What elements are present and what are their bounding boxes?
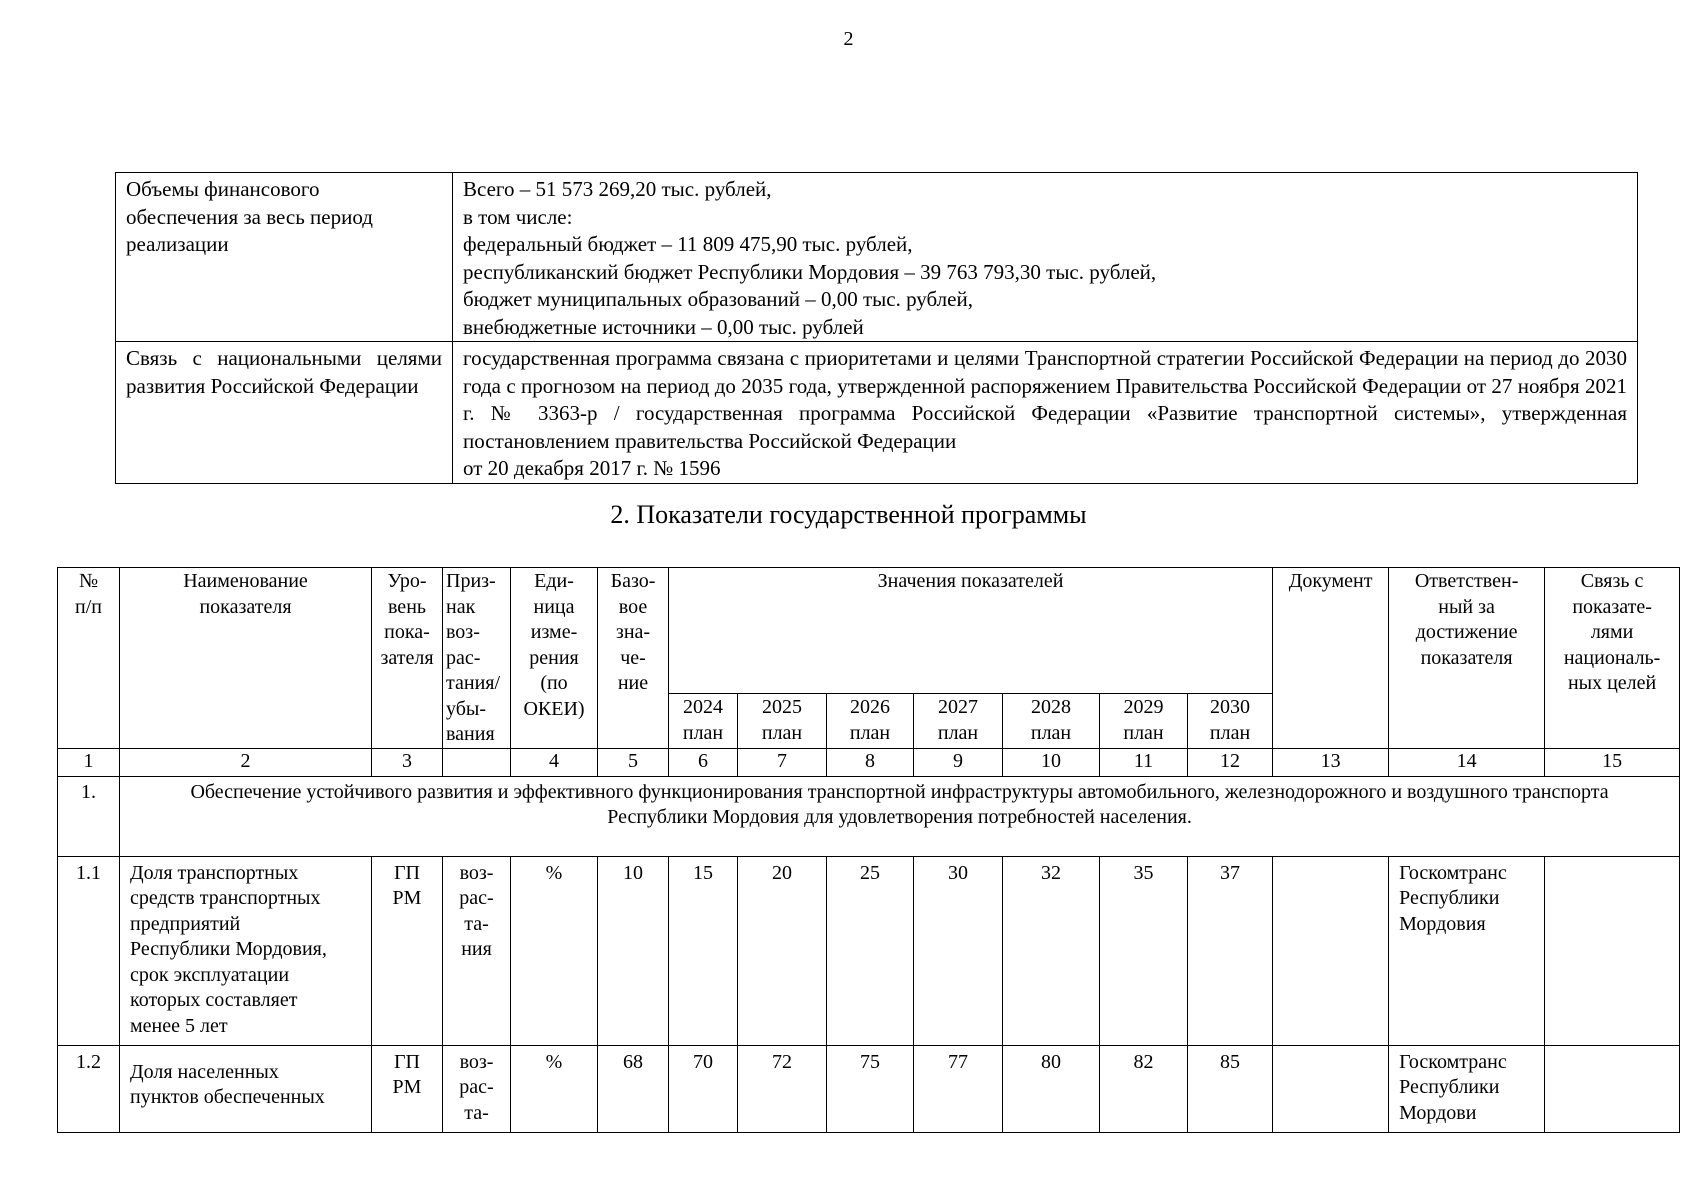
row-document: [1273, 856, 1389, 1045]
row-value-2030: 37: [1188, 856, 1273, 1045]
header-year-2028: 2028 план: [1003, 694, 1100, 749]
goal-text: Обеспечение устойчивого развития и эффективного функционирования транспортной инфраструктуры автомобильного, железнодорожного и воздушного транспорта Республики Мордовия для удовлетворения потребностей населения.: [120, 776, 1680, 856]
row-document: [1273, 1045, 1389, 1132]
header-level: Уро- вень пока- зателя: [372, 568, 443, 749]
row-responsible: Госкомтранс Республики Мордовия: [1389, 856, 1545, 1045]
header-responsible: Ответствен- ный за достижение показателя: [1389, 568, 1545, 749]
row-value-2026: 25: [827, 856, 914, 1045]
row-value-2028: 32: [1003, 856, 1100, 1045]
row-value-2026: 75: [827, 1045, 914, 1132]
row-national: [1545, 1045, 1680, 1132]
finance-including: в том числе:: [463, 204, 573, 229]
row-unit: %: [511, 1045, 598, 1132]
column-number: 6: [669, 748, 738, 776]
column-number: 15: [1545, 748, 1680, 776]
column-number: 12: [1188, 748, 1273, 776]
row-level: ГП РМ: [372, 1045, 443, 1132]
finance-label-line: реализации: [126, 232, 229, 256]
column-number: 13: [1273, 748, 1389, 776]
section-title: 2. Показатели государственной программы: [610, 500, 1087, 529]
header-row-1: [58, 568, 1680, 694]
column-number: 11: [1100, 748, 1188, 776]
national-goals-row: [116, 342, 1638, 484]
row-value-2028: 80: [1003, 1045, 1100, 1132]
row-value-2025: 20: [738, 856, 827, 1045]
finance-republic: республиканский бюджет Республики Мордовия – 39 763 793,30 тыс. рублей,: [463, 259, 1157, 284]
row-level: ГП РМ: [372, 856, 443, 1045]
column-number: 3: [372, 748, 443, 776]
header-unit: Еди- ница изме- рения (по ОКЕИ): [511, 568, 598, 749]
row-value-2027: 77: [914, 1045, 1003, 1132]
goal-row: [58, 776, 1680, 856]
finance-municipal: бюджет муниципальных образований – 0,00 тыс. рублей,: [463, 287, 973, 311]
goal-num: 1.: [58, 776, 120, 856]
row-value-2029: 82: [1100, 1045, 1188, 1132]
finance-row: [116, 173, 1638, 342]
header-trend: Приз- нак воз- рас- тания/ убы- вания: [443, 568, 511, 749]
column-number: 2: [120, 748, 372, 776]
row-num: 1.2: [58, 1045, 120, 1132]
finance-total: Всего – 51 573 269,20 тыс. рублей,: [463, 177, 772, 201]
finance-label: [116, 173, 453, 342]
national-goals-last-line: от 20 декабря 2017 г. № 1596: [463, 456, 721, 480]
header-year-2025: 2025 план: [738, 694, 827, 749]
table-row: [58, 1045, 1680, 1132]
row-value-2025: 72: [738, 1045, 827, 1132]
row-trend: воз- рас- та-: [443, 1045, 511, 1132]
row-unit: %: [511, 856, 598, 1045]
national-goals-paragraph: государственная программа связана с приоритетами и целями Транспортной стратегии Российской Федерации на период до 2030 года с прогнозом на период до 2035 года, утвержденной распоряжением Правительства Российской Федерации от 27 ноября 2021 г. № 3363-р / государственная программа Российской Федерации «Развитие транспортной системы», утвержденная постановлением правительства Российской Федерации: [463, 346, 1627, 453]
header-year-2024: 2024 план: [669, 694, 738, 749]
column-numbers-row: [58, 748, 1680, 776]
row-national: [1545, 856, 1680, 1045]
row-value-2030: 85: [1188, 1045, 1273, 1132]
indicators-table: [57, 567, 1680, 1133]
row-name: Доля населенных пунктов обеспеченных: [120, 1045, 372, 1132]
header-national: Связь с показате- лями националь- ных целей: [1545, 568, 1680, 749]
header-name: Наименование показателя: [120, 568, 372, 749]
header-year-2026: 2026 план: [827, 694, 914, 749]
passport-table: [115, 172, 1638, 484]
column-number: 14: [1389, 748, 1545, 776]
finance-label-line: обеспечения за весь период: [126, 204, 373, 229]
column-number: 1: [58, 748, 120, 776]
finance-federal: федеральный бюджет – 11 809 475,90 тыс. рублей,: [463, 232, 913, 256]
row-base: 10: [598, 856, 669, 1045]
column-number: 9: [914, 748, 1003, 776]
national-goals-label: Связь с национальными целями развития Российской Федерации: [116, 342, 453, 484]
header-year-2027: 2027 план: [914, 694, 1003, 749]
finance-values: [453, 173, 1638, 342]
header-year-2029: 2029 план: [1100, 694, 1188, 749]
column-number-empty: [443, 748, 511, 776]
header-num: № п/п: [58, 568, 120, 749]
page-number: 2: [843, 28, 854, 50]
row-value-2027: 30: [914, 856, 1003, 1045]
finance-extrabudget: внебюджетные источники – 0,00 тыс. рублей: [463, 314, 864, 339]
column-number: 10: [1003, 748, 1100, 776]
table-row: [58, 856, 1680, 1045]
row-base: 68: [598, 1045, 669, 1132]
row-trend: воз- рас- та- ния: [443, 856, 511, 1045]
national-goals-text: [453, 342, 1638, 484]
row-responsible: Госкомтранс Республики Мордови: [1389, 1045, 1545, 1132]
column-number: 4: [511, 748, 598, 776]
header-values: Значения показателей: [669, 568, 1273, 694]
row-num: 1.1: [58, 856, 120, 1045]
row-value-2024: 70: [669, 1045, 738, 1132]
row-name: Доля транспортных средств транспортных предприятий Республики Мордовия, срок эксплуатации которых составляет менее 5 лет: [120, 856, 372, 1045]
header-base: Базо- вое зна- че- ние: [598, 568, 669, 749]
row-value-2024: 15: [669, 856, 738, 1045]
column-number: 7: [738, 748, 827, 776]
row-value-2029: 35: [1100, 856, 1188, 1045]
header-year-2030: 2030 план: [1188, 694, 1273, 749]
header-document: Документ: [1273, 568, 1389, 749]
finance-label-line: Объемы финансового: [126, 177, 320, 201]
column-number: 8: [827, 748, 914, 776]
column-number: 5: [598, 748, 669, 776]
